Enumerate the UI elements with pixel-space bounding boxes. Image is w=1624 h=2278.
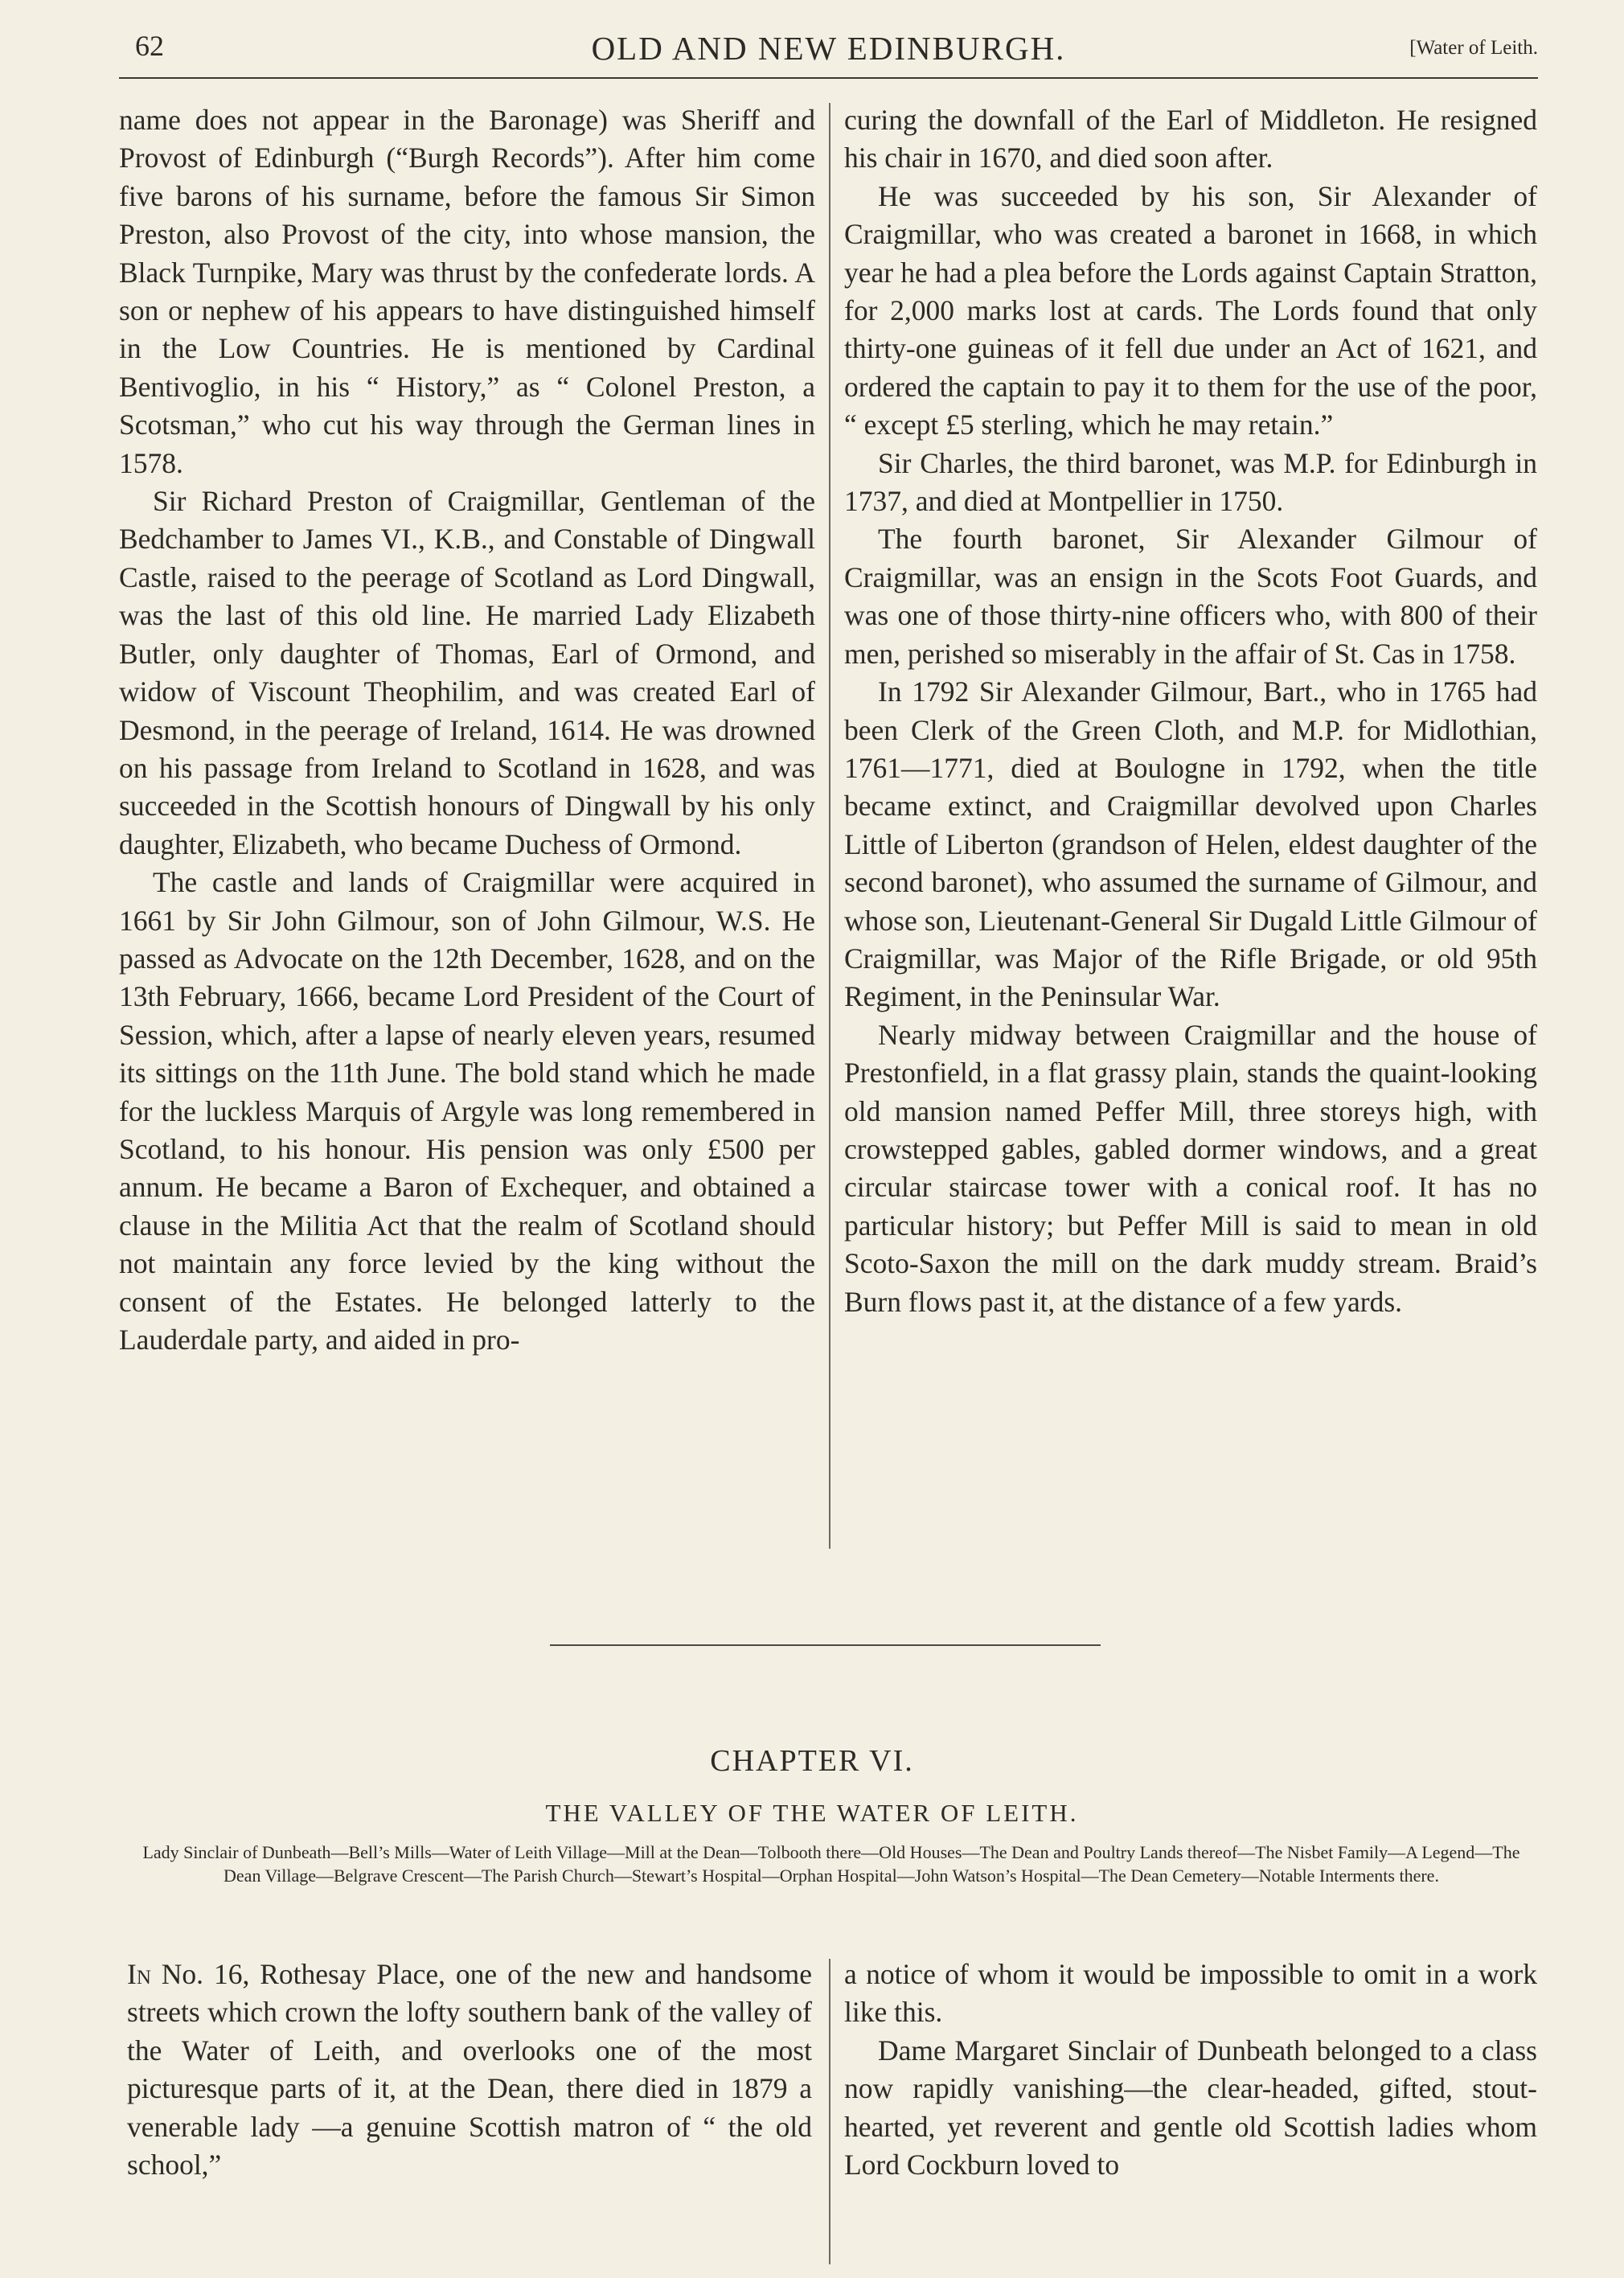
paragraph: curing the downfall of the Earl of Middleton. He resigned his chair in 1670, and died soon after. (844, 104, 1537, 174)
paragraph: The castle and lands of Craigmillar were acquired in 1661 by Sir John Gilmour, son of John Gilmour, W.S. He passed as Advocate on the 12th December, 1628, and on the 13th February, 1666, became Lord President of the Court of Session, which, after a lapse of nearly eleven years, resumed its sittings on the 11th June. The bold stand which he made for the luckless Marquis of Argyle was long remembered in Scotland, to his honour. His pension was only £500 per annum. He became a Baron of Exchequer, and obtained a clause in the Militia Act that the realm of Scotland should not maintain any force levied by the king without the consent of the Estates. He belonged latterly to the Lauderdale party, and aided in pro- (119, 866, 815, 1356)
paragraph: a notice of whom it would be impossible to omit in a work like this. (844, 1958, 1537, 2029)
lead-word: In (127, 1958, 151, 1990)
bottom-left-column (127, 1956, 812, 2184)
column-divider (829, 1959, 830, 2264)
section-separator (550, 1644, 1101, 1646)
top-right-column (844, 101, 1537, 1321)
lead-text: No. 16, Rothesay Place, one of the new and handsome streets which crown the lofty southern bank of the valley of the Water of Leith, and overlooks one of the most picturesque parts of it, at the Dean, there died in 1879 a venerable lady —a genuine Scottish matron of “ the old school,” (127, 1958, 812, 2182)
paragraph: The fourth baronet, Sir Alexander Gilmour of Craigmillar, was an ensign in the Scots Foot Guards, and was one of those thirty-nine officers who, with 800 of their men, perished so miserably in the affair of St. Cas in 1758. (844, 523, 1537, 670)
paragraph (127, 1956, 812, 2184)
running-header (119, 29, 1538, 77)
chapter-title: THE VALLEY OF THE WATER OF LEITH. (545, 1799, 1079, 1827)
column-divider (829, 103, 830, 1549)
top-left-column (119, 101, 815, 1359)
page-number: 62 (135, 30, 164, 62)
chapter-contents: Lady Sinclair of Dunbeath—Bell’s Mills—Water of Leith Village—Mill at the Dean—Tolbooth there—Old Houses—The Dean and Poultry Lands thereof—The Nisbet Family—A Legend—The Dean Village—Belgrave Crescent—The Parish Church—Stewart’s Hospital—Orphan Hospital—John Watson’s Hospital—The Dean Cemetery—Notable Interments there. (142, 1842, 1520, 1886)
paragraph: In 1792 Sir Alexander Gilmour, Bart., who in 1765 had been Clerk of the Green Cloth, and M.P. for Midlothian, 1761—1771, died at Boulogne in 1792, when the title became extinct, and Craigmillar devolved upon Charles Little of Liberton (grandson of Helen, eldest daughter of the second baronet), who assumed the surname of Gilmour, and whose son, Lieutenant-General Sir Dugald Little Gilmour of Craigmillar, was Major of the Rifle Brigade, or old 95th Regiment, in the Peninsular War. (844, 675, 1537, 1013)
running-title: OLD AND NEW EDINBURGH. (591, 30, 1066, 67)
section-tag: [Water of Leith. (1409, 37, 1538, 59)
bottom-right-column (844, 1956, 1537, 2184)
paragraph: Sir Richard Preston of Craigmillar, Gentleman of the Bedchamber to James VI., K.B., and Constable of Dingwall Castle, raised to the peerage of Scotland as Lord Dingwall, was the last of this old line. He married Lady Elizabeth Butler, only daughter of Thomas, Earl of Ormond, and widow of Viscount Theophilim, and was created Earl of Desmond, in the peerage of Ireland, 1614. He was drowned on his passage from Ireland to Scotland in 1628, and was succeeded in the Scottish honours of Dingwall by his only daughter, Elizabeth, who became Duchess of Ormond. (119, 485, 815, 860)
header-rule (119, 77, 1538, 79)
paragraph: Nearly midway between Craigmillar and the house of Prestonfield, in a flat grassy plain, stands the quaint-looking old mansion named Peffer Mill, three storeys high, with crowstepped gables, gabled dormer windows, and a great circular staircase tower with a conical roof. It has no particular history; but Peffer Mill is said to mean in old Scoto-Saxon the mill on the dark muddy stream. Braid’s Burn flows past it, at the distance of a few yards. (844, 1018, 1537, 1318)
paragraph: Sir Charles, the third baronet, was M.P. for Edinburgh in 1737, and died at Montpellier in 1750. (844, 446, 1537, 518)
chapter-number: CHAPTER VI. (710, 1744, 914, 1778)
paragraph: name does not appear in the Baronage) was Sheriff and Provost of Edinburgh (“Burgh Records”). After him come five barons of his surname, before the famous Sir Simon Preston, also Provost of the city, into whose mansion, the Black Turnpike, Mary was thrust by the confederate lords. A son or nephew of his appears to have distinguished himself in the Low Countries. He is mentioned by Cardinal Bentivoglio, in his “ History,” as “ Colonel Preston, a Scotsman,” who cut his way through the German lines in 1578. (119, 104, 815, 479)
paragraph: He was succeeded by his son, Sir Alexander of Craigmillar, who was created a baronet in 1668, in which year he had a plea before the Lords against Captain Stratton, for 2,000 marks lost at cards. The Lords found that only thirty-one guineas of it fell due under an Act of 1621, and ordered the captain to pay it to them for the use of the poor, “ except £5 sterling, which he may retain.” (844, 179, 1537, 441)
paragraph: Dame Margaret Sinclair of Dunbeath belonged to a class now rapidly vanishing—the clear-headed, gifted, stout-hearted, yet reverent and gentle old Scottish ladies whom Lord Cockburn loved to (844, 2034, 1537, 2182)
